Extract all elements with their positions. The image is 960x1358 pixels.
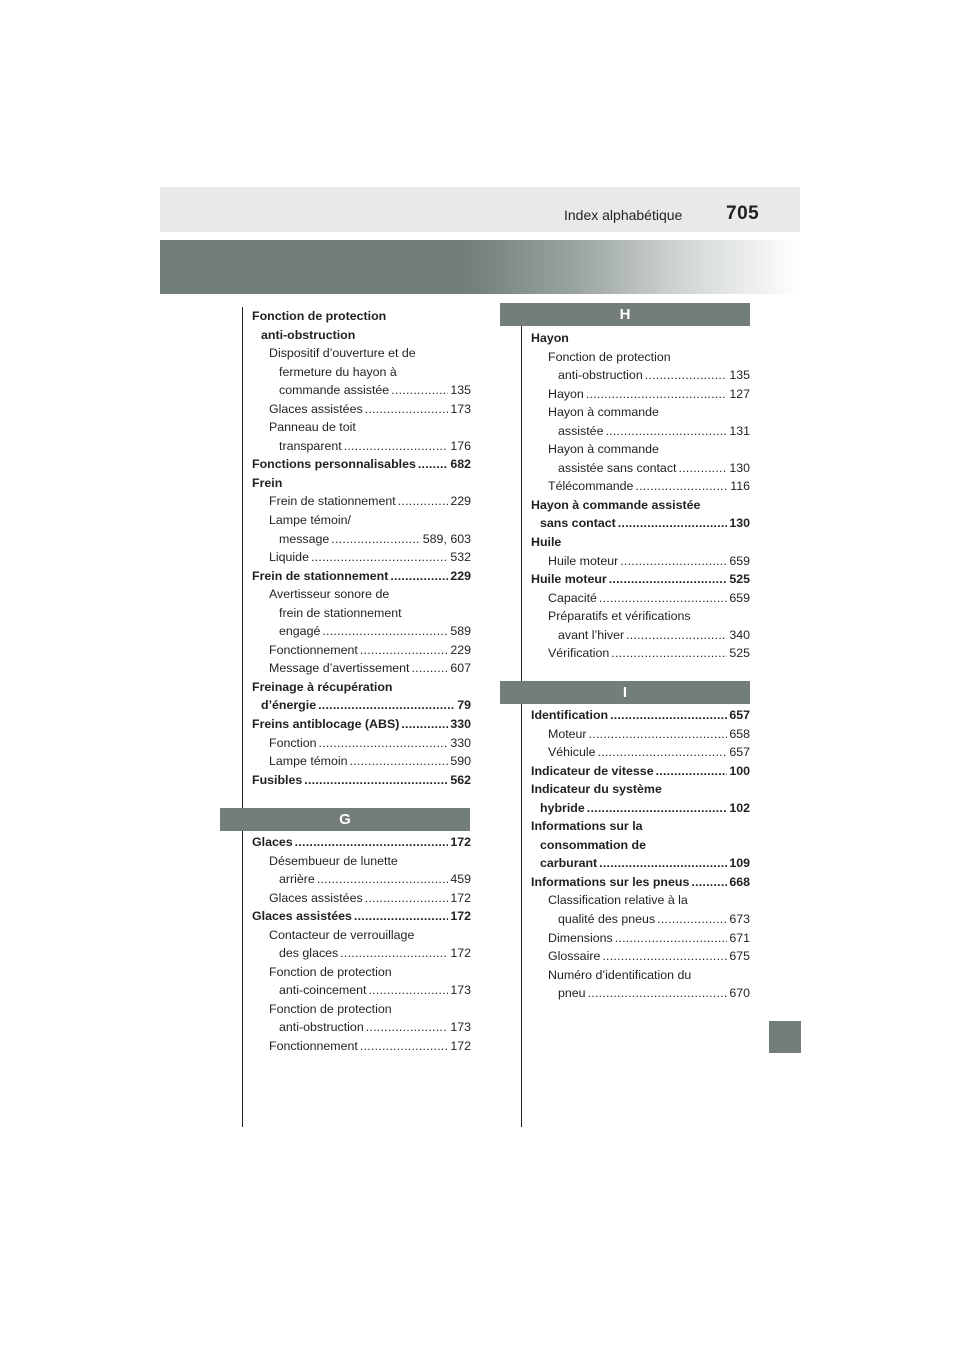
entry-text: arrière (279, 872, 315, 887)
page-reference: 589, 603 (422, 531, 471, 546)
index-entry (531, 929, 750, 948)
entry-text: Glaces assistées (269, 890, 363, 905)
page-reference: 675 (729, 949, 750, 964)
page-reference: 79 (457, 698, 471, 713)
dot-leader (340, 944, 448, 963)
entry-text: transparent (279, 438, 342, 453)
entry-text: commande assistée (279, 383, 390, 398)
dot-leader (319, 734, 449, 753)
index-entry: Hayon à commande assistée (531, 497, 701, 512)
index-entry-continuation (531, 799, 750, 818)
dot-leader (586, 385, 727, 404)
index-entry-continuation (252, 437, 471, 456)
index-entry (531, 552, 750, 571)
index-column-1 (252, 307, 471, 789)
index-entry (252, 1037, 471, 1056)
dot-leader (366, 1018, 449, 1037)
entry-text: pneu (558, 986, 586, 1001)
index-entry: Hayon à commande (548, 442, 659, 457)
page-reference: 135 (450, 383, 471, 398)
index-entry-continuation (531, 910, 750, 929)
entry-text: Freins antiblocage (ABS) (252, 717, 400, 732)
index-entry: Hayon (531, 331, 569, 345)
section-header-i: I (500, 681, 750, 704)
dot-leader (311, 548, 448, 567)
index-entry-continuation (531, 626, 750, 645)
dot-leader (350, 752, 449, 771)
index-entry-continuation: consommation de (540, 837, 647, 852)
entry-text: Glaces (252, 835, 293, 849)
index-entry (252, 641, 471, 660)
entry-text: des glaces (279, 946, 339, 961)
index-entry: Fonction de protection (252, 309, 387, 323)
page-reference: 673 (729, 912, 750, 927)
index-entry (252, 907, 471, 926)
index-entry: Frein (252, 475, 283, 490)
dot-leader (331, 530, 420, 549)
header-band (160, 240, 800, 294)
dot-leader (678, 459, 727, 478)
entry-text: assistée sans contact (558, 460, 677, 475)
page-reference: 127 (729, 386, 750, 401)
entry-text: engagé (279, 624, 321, 639)
index-entry-continuation (252, 870, 471, 889)
index-entry: Dispositif d’ouverture et de (269, 346, 416, 361)
dot-leader (322, 622, 448, 641)
index-column-1-g (252, 833, 471, 1056)
dot-leader (645, 366, 728, 385)
index-entry (252, 492, 471, 511)
entry-text: Fonction (269, 735, 317, 750)
entry-text: message (279, 531, 330, 546)
entry-text: Indicateur de vitesse (531, 763, 654, 778)
index-entry (531, 743, 750, 762)
page-reference: 100 (729, 763, 750, 778)
dot-leader (598, 743, 728, 762)
entry-text: Hayon (548, 386, 584, 401)
entry-text: anti-obstruction (279, 1020, 364, 1035)
index-entry (531, 570, 750, 589)
entry-text: Vérification (548, 646, 610, 661)
index-entry (252, 752, 471, 771)
section-header-g: G (220, 808, 470, 831)
dot-leader (599, 854, 727, 873)
page-reference: 330 (450, 717, 471, 732)
index-entry-continuation (531, 984, 750, 1003)
index-entry (531, 725, 750, 744)
dot-leader (589, 725, 728, 744)
page-reference: 525 (729, 646, 750, 661)
index-entry (531, 477, 750, 496)
dot-leader (599, 589, 727, 608)
index-entry (252, 455, 471, 474)
dot-leader (360, 641, 448, 660)
page-reference: 229 (450, 642, 471, 657)
index-column-2-h (531, 329, 750, 663)
index-entry (531, 385, 750, 404)
page-reference: 172 (450, 909, 471, 924)
dot-leader (657, 910, 727, 929)
index-entry (531, 644, 750, 663)
entry-text: Fusibles (252, 772, 303, 787)
page-reference: 135 (729, 368, 750, 383)
index-entry-continuation (252, 696, 471, 715)
page-reference: 176 (450, 438, 471, 453)
index-entry: Classification relative à la (548, 893, 688, 908)
page-reference: 172 (450, 946, 471, 961)
dot-leader (354, 907, 448, 926)
dot-leader (304, 771, 448, 790)
page-reference: 658 (729, 726, 750, 741)
index-entry-continuation (531, 366, 750, 385)
column-rule-left (242, 307, 243, 1127)
index-entry-continuation: frein de stationnement (279, 605, 402, 620)
dot-leader (365, 400, 449, 419)
entry-text: anti-obstruction (558, 368, 643, 383)
page-reference: 229 (450, 568, 471, 583)
index-entry-continuation (252, 381, 471, 400)
index-entry: Panneau de toit (269, 420, 356, 435)
index-entry (252, 734, 471, 753)
dot-leader (620, 552, 727, 571)
page-reference: 109 (729, 856, 750, 871)
page-reference: 459 (450, 872, 471, 887)
entry-text: d’énergie (261, 698, 317, 713)
index-entry: Préparatifs et vérifications (548, 609, 691, 624)
page-reference: 229 (450, 494, 471, 509)
index-entry (252, 567, 471, 586)
dot-leader (615, 929, 728, 948)
dot-leader (344, 437, 449, 456)
entry-text: Identification (531, 708, 609, 722)
index-entry: Lampe témoin/ (269, 513, 351, 528)
page-reference: 173 (450, 1020, 471, 1035)
page-number: 705 (726, 203, 760, 224)
index-entry (252, 548, 471, 567)
entry-text: Véhicule (548, 745, 596, 760)
index-entry (252, 715, 471, 734)
entry-text: Liquide (269, 550, 309, 565)
index-entry-continuation (531, 854, 750, 873)
entry-text: Huile moteur (531, 572, 607, 587)
entry-text: Lampe témoin (269, 754, 348, 769)
page-reference: 172 (450, 835, 471, 849)
entry-text: Fonctions personnalisables (252, 457, 416, 472)
page-reference: 116 (730, 479, 750, 494)
column-rule-middle (521, 307, 522, 1127)
index-entry (252, 400, 471, 419)
index-entry: Freinage à récupération (252, 679, 393, 694)
page-reference: 562 (450, 772, 471, 787)
index-entry: Contacteur de verrouillage (269, 927, 415, 942)
dot-leader (365, 889, 449, 908)
page-reference: 657 (729, 745, 750, 760)
entry-text: carburant (540, 856, 598, 871)
page-reference: 659 (729, 553, 750, 568)
entry-text: avant l’hiver (558, 627, 625, 642)
dot-leader (398, 492, 449, 511)
index-entry: Fonction de protection (269, 964, 392, 979)
entry-text: Capacité (548, 590, 597, 605)
page-reference: 659 (729, 590, 750, 605)
index-entry: Informations sur la (531, 819, 643, 834)
page-reference: 590 (450, 754, 471, 769)
header-bar (160, 187, 800, 232)
index-entry (531, 762, 750, 781)
entry-text: Glaces assistées (269, 401, 363, 416)
entry-text: Télécommande (548, 479, 634, 494)
entry-text: hybride (540, 800, 585, 815)
index-entry: Fonction de protection (548, 349, 671, 364)
page-reference: 668 (729, 874, 750, 889)
page-reference: 172 (450, 890, 471, 905)
dot-leader (691, 873, 727, 892)
page-reference: 173 (450, 983, 471, 998)
index-entry (531, 706, 750, 725)
page-reference: 172 (450, 1039, 471, 1054)
page-reference: 131 (729, 423, 750, 438)
index-entry (531, 947, 750, 966)
index-entry-continuation (252, 981, 471, 1000)
index-entry (531, 589, 750, 608)
index-entry: Désembueur de lunette (269, 853, 398, 868)
entry-text: Fonctionnement (269, 642, 358, 657)
dot-leader (635, 477, 728, 496)
dot-leader (602, 947, 727, 966)
page-reference: 670 (729, 986, 750, 1001)
dot-leader (587, 799, 728, 818)
dot-leader (610, 706, 727, 725)
index-entry-continuation (252, 530, 471, 549)
entry-text: Frein de stationnement (252, 568, 389, 583)
dot-leader (368, 981, 448, 1000)
index-entry (252, 771, 471, 790)
page-reference: 657 (729, 708, 750, 722)
entry-text: Message d’avertissement (269, 661, 410, 676)
dot-leader (360, 1037, 448, 1056)
entry-text: assistée (558, 423, 604, 438)
index-entry (252, 833, 471, 852)
index-entry: Hayon à commande (548, 405, 659, 420)
entry-text: Glaces assistées (252, 909, 352, 924)
entry-text: qualité des pneus (558, 912, 656, 927)
entry-text: Fonctionnement (269, 1039, 358, 1054)
header-title: Index alphabétique (564, 207, 683, 223)
index-entry: Fonction de protection (269, 1001, 392, 1016)
dot-leader (656, 762, 728, 781)
index-entry (252, 889, 471, 908)
entry-text: anti-coincement (279, 983, 367, 998)
page-reference: 532 (450, 550, 471, 565)
index-entry: Huile (531, 535, 562, 550)
index-entry-continuation (531, 422, 750, 441)
index-entry: Indicateur du système (531, 782, 662, 797)
page-reference: 589 (450, 624, 471, 639)
entry-text: Informations sur les pneus (531, 874, 690, 889)
entry-text: Dimensions (548, 930, 613, 945)
page-reference: 330 (450, 735, 471, 750)
dot-leader (611, 644, 727, 663)
index-entry-continuation (531, 459, 750, 478)
page-reference: 671 (729, 930, 750, 945)
index-entry-continuation (252, 622, 471, 641)
page-reference: 682 (450, 457, 471, 472)
dot-leader (618, 514, 728, 533)
page-reference: 607 (450, 661, 471, 676)
dot-leader (588, 984, 728, 1003)
page-reference: 130 (729, 460, 750, 475)
entry-text: Huile moteur (548, 553, 619, 568)
page-reference: 340 (729, 627, 750, 642)
dot-leader (412, 659, 449, 678)
entry-text: sans contact (540, 516, 616, 531)
index-entry-continuation: anti-obstruction (261, 327, 356, 342)
index-entry (252, 659, 471, 678)
dot-leader (295, 833, 449, 852)
index-entry-continuation (252, 944, 471, 963)
dot-leader (401, 715, 448, 734)
entry-text: Frein de stationnement (269, 494, 396, 509)
entry-text: Glossaire (548, 949, 601, 964)
index-entry: Avertisseur sonore de (269, 587, 390, 602)
section-header-h: H (500, 303, 750, 326)
index-column-2-i (531, 706, 750, 1003)
index-entry: Numéro d’identification du (548, 967, 692, 982)
index-entry-continuation (531, 514, 750, 533)
dot-leader (318, 696, 455, 715)
page-reference: 130 (729, 516, 750, 531)
dot-leader (626, 626, 727, 645)
page-reference: 173 (450, 401, 471, 416)
dot-leader (418, 455, 448, 474)
chapter-tab-marker (769, 1021, 801, 1053)
page-reference: 525 (729, 572, 750, 587)
dot-leader (317, 870, 449, 889)
index-entry-continuation (252, 1018, 471, 1037)
page-reference: 102 (729, 800, 750, 815)
dot-leader (609, 570, 728, 589)
index-entry (531, 873, 750, 892)
dot-leader (605, 422, 727, 441)
index-entry-continuation: fermeture du hayon à (279, 364, 397, 379)
entry-text: Moteur (548, 726, 587, 741)
dot-leader (390, 567, 448, 586)
dot-leader (391, 381, 448, 400)
